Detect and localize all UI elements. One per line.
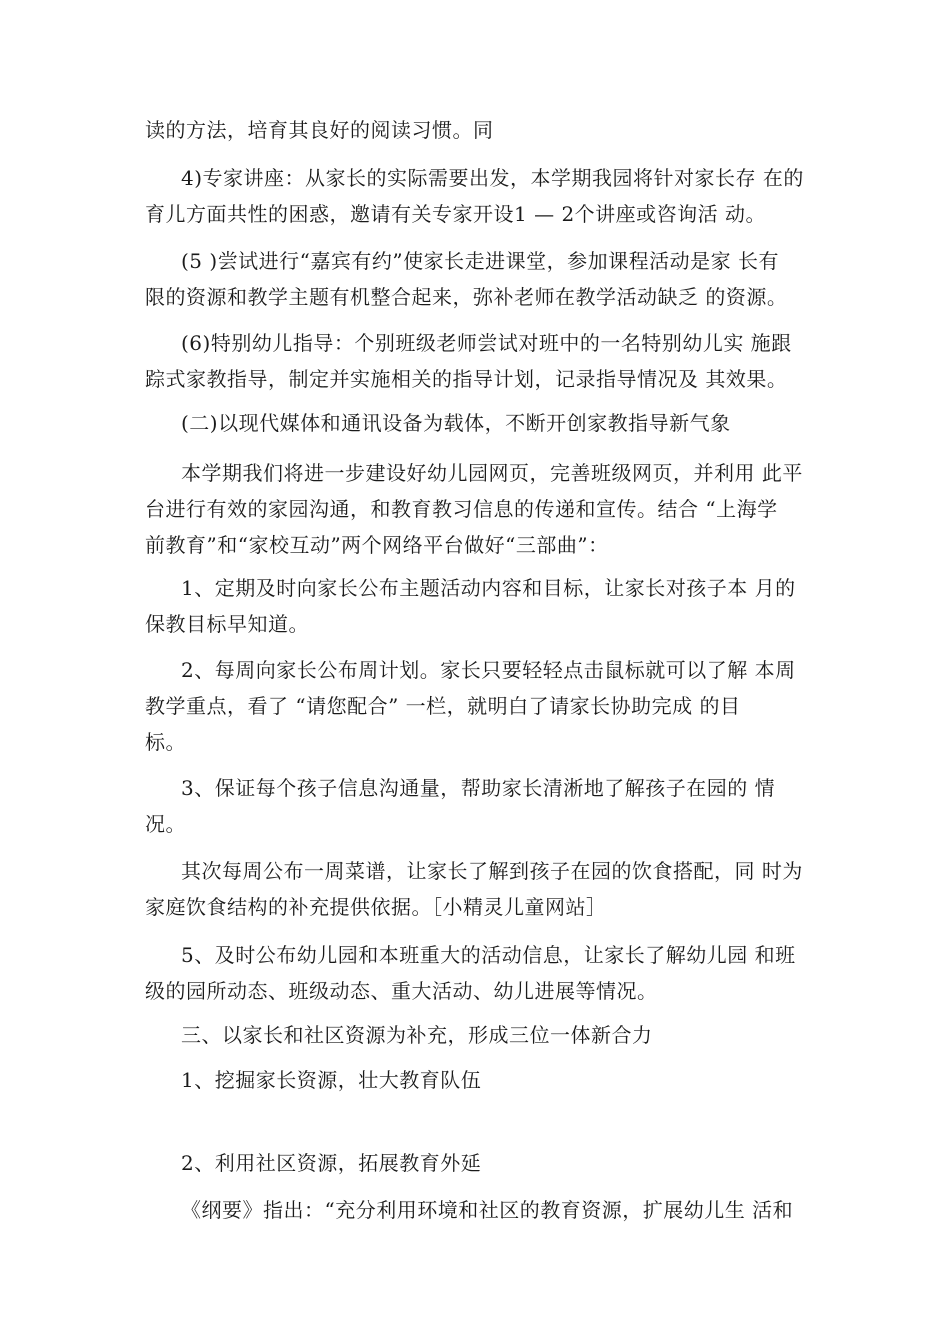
text-line: (5 )尝试进行“嘉宾有约”使家长走进课堂，参加课程活动是家 长有 (181, 249, 779, 273)
text-line: 教学重点，看了 “请您配合” 一栏，就明白了请家长协助完成 的目 (145, 694, 741, 718)
subheading (145, 1145, 835, 1181)
text-line: 3、保证每个孩子信息沟通量，帮助家长清淅地了解孩子在园的 情 (181, 776, 776, 800)
list-item (145, 652, 835, 760)
text-line: (6)特别幼儿指导：个别班级老师尝试对班中的一名特别幼儿实 施跟 (181, 331, 792, 355)
section-heading (145, 405, 835, 441)
text-line: 2、利用社区资源，拓展教育外延 (181, 1151, 482, 1175)
text-line: 《纲要》指出：“充分利用环境和社区的教育资源，扩展幼儿生 活和 (181, 1198, 794, 1222)
text-line: 1、定期及时向家长公布主题活动内容和目标，让家长对孩子本 月的 (181, 576, 796, 600)
paragraph (145, 112, 835, 148)
paragraph (145, 243, 835, 315)
text-line: 限的资源和教学主题有机整合起来，弥补老师在教学活动缺乏 的资源。 (145, 285, 788, 309)
text-line: 4)专家讲座：从家长的实际需要出发，本学期我园将针对家长存 在的 (181, 166, 804, 190)
list-item (145, 770, 835, 842)
text-line: 标。 (145, 730, 186, 754)
section-heading (145, 1017, 835, 1053)
list-item (145, 570, 835, 642)
text-line: 踪式家教指导，制定并实施相关的指导计划，记录指导情况及 其效果。 (145, 367, 788, 391)
text-line: 三、以家长和社区资源为补充，形成三位一体新合力 (181, 1023, 653, 1047)
text-line: (二)以现代媒体和通讯设备为载体，不断开创家教指导新气象 (181, 411, 731, 435)
paragraph (145, 160, 835, 232)
paragraph (145, 1192, 835, 1228)
subheading (145, 1062, 835, 1098)
text-line: 台进行有效的家园沟通，和教育教习信息的传递和宣传。结合 “上海学 (145, 497, 778, 521)
text-line: 其次每周公布一周菜谱，让家长了解到孩子在园的饮食搭配，同 时为 (181, 859, 803, 883)
text-line: 前教育”和“家校互动”两个网络平台做好“三部曲”： (145, 533, 609, 557)
text-line: 1、挖掘家长资源，壮大教育队伍 (181, 1068, 482, 1092)
text-line: 2、每周向家长公布周计划。家长只要轻轻点击鼠标就可以了解 本周 (181, 658, 796, 682)
list-item (145, 937, 835, 1009)
paragraph (145, 853, 835, 925)
text-line: 读的方法，培育其良好的阅读习惯。同 (145, 118, 494, 142)
text-line: 育儿方面共性的困惑，邀请有关专家开设1 — 2个讲座或咨询活 动。 (145, 202, 767, 226)
text-line: 级的园所动态、班级动态、重大活动、幼儿进展等情况。 (145, 979, 658, 1003)
text-line: 家庭饮食结构的补充提供依据。［小精灵儿童网站］ (145, 895, 607, 919)
text-line: 保教目标早知道。 (145, 612, 309, 636)
paragraph (145, 455, 835, 563)
paragraph (145, 325, 835, 397)
text-line: 5、及时公布幼儿园和本班重大的活动信息，让家长了解幼儿园 和班 (181, 943, 796, 967)
text-line: 况。 (145, 812, 186, 836)
text-line: 本学期我们将进一步建设好幼儿园网页，完善班级网页，并利用 此平 (181, 461, 803, 485)
